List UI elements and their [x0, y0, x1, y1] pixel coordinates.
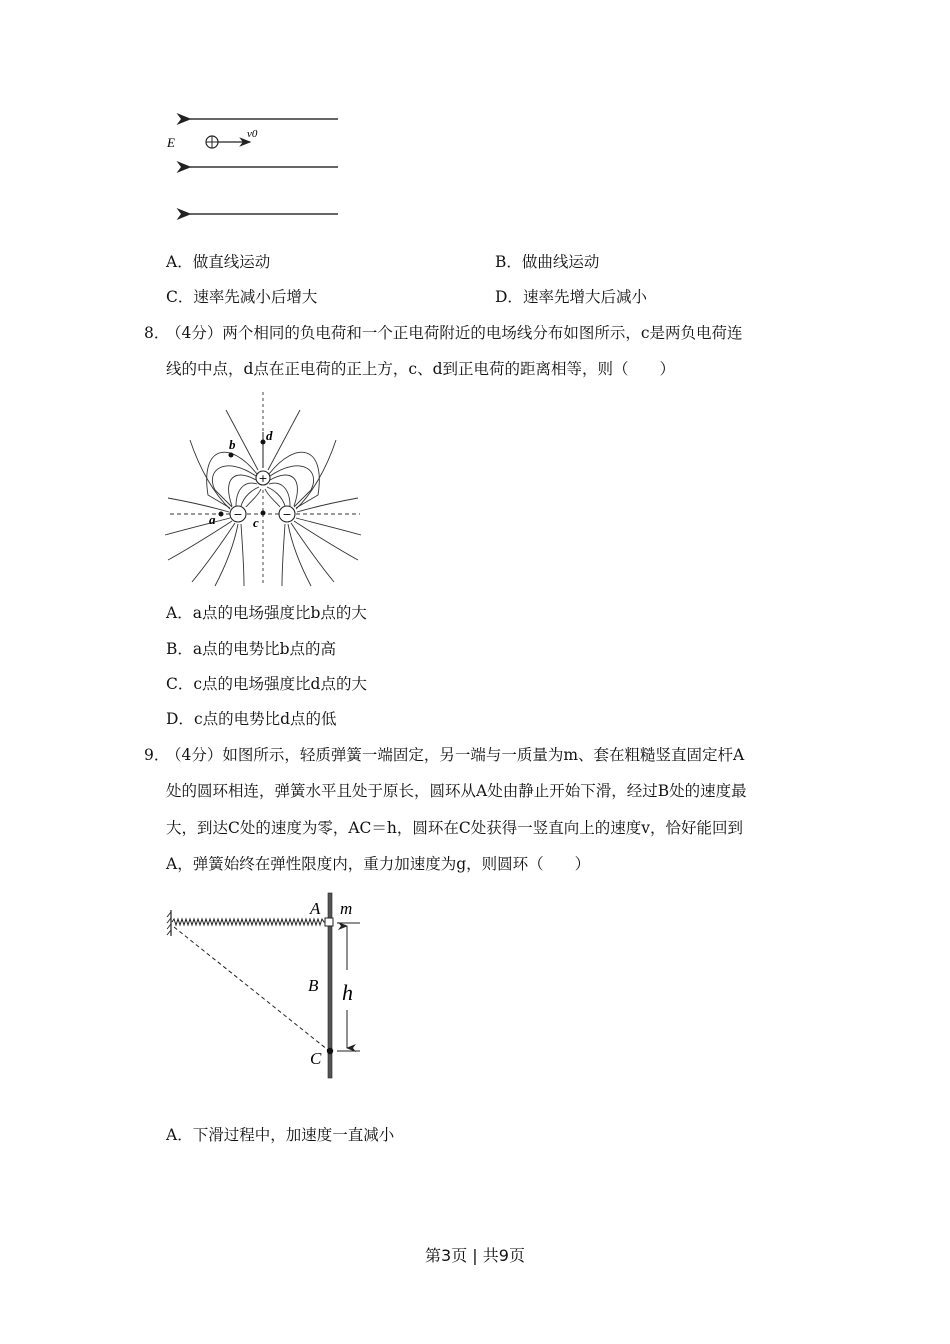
q8-option-b: [166, 639, 336, 659]
q9-stem-line4: A，弹簧始终在弹性限度内，重力加速度为g，则圆环（ ）: [166, 855, 591, 873]
option-text: 速率先增大后减小: [522, 288, 647, 306]
option-text: 做直线运动: [192, 253, 271, 271]
option-text: 做曲线运动: [521, 253, 600, 271]
q9-number: 9．: [144, 746, 170, 764]
q8-stem-line1: （4分）两个相同的负电荷和一个正电荷附近的电场线分布如图所示，c是两负电荷连: [166, 324, 743, 342]
q7-option-b: [495, 252, 599, 272]
label-a: A: [310, 899, 321, 918]
option-text: c点的电势比d点的低: [193, 710, 337, 728]
q9-stem-line1: （4分）如图所示，轻质弹簧一端固定，另一端与一质量为m、套在粗糙竖直固定杆A: [166, 746, 745, 764]
spring: [172, 919, 326, 925]
minus-sign: −: [282, 508, 292, 521]
q8-number: 8．: [144, 324, 170, 342]
label-c: C: [310, 1049, 322, 1068]
point-b-label: b: [229, 437, 236, 452]
option-text: a点的电场强度比b点的大: [192, 604, 367, 622]
option-letter: C．: [166, 675, 194, 693]
option-letter: A．: [166, 604, 193, 622]
label-h: h: [342, 980, 353, 1005]
q7-option-d: [495, 287, 647, 307]
label-b: B: [308, 976, 319, 995]
q8-option-c: [166, 674, 367, 694]
q8-option-d: [166, 709, 337, 729]
q8-field-lines-figure: [160, 390, 370, 590]
q7-option-c: [166, 287, 317, 307]
point-a-label: a: [209, 512, 216, 527]
q8-option-a: [166, 603, 367, 623]
option-letter: D．: [166, 710, 194, 728]
label-m: m: [340, 899, 353, 918]
field-label: E: [167, 135, 175, 150]
option-letter: A．: [166, 253, 193, 271]
q9-spring-rod-figure: [160, 890, 370, 1080]
q8-stem-line2: 线的中点，d点在正电荷的正上方，c、d到正电荷的距离相等，则（ ）: [166, 360, 676, 378]
ring: [325, 918, 333, 926]
option-text: c点的电场强度比d点的大: [193, 675, 367, 693]
point-c-label: c: [253, 515, 259, 530]
q9-option-a: [166, 1125, 394, 1145]
q9-stem-line3: 大，到达C处的速度为零，AC＝h，圆环在C处获得一竖直向上的速度v，恰好能回到: [166, 819, 744, 837]
option-letter: D．: [495, 288, 523, 306]
option-text: 下滑过程中，加速度一直减小: [192, 1126, 395, 1144]
option-letter: A．: [166, 1126, 193, 1144]
page-footer: 第3页 | 共9页: [425, 1246, 525, 1265]
q7-option-a: [166, 252, 270, 272]
option-text: a点的电势比b点的高: [192, 640, 337, 658]
option-text: 速率先减小后增大: [193, 288, 318, 306]
option-letter: B．: [166, 640, 193, 658]
q9-stem-line2: 处的圆环相连，弹簧水平且处于原长，圆环从A处由静止开始下滑，经过B处的速度最: [166, 782, 747, 800]
option-letter: B．: [495, 253, 522, 271]
velocity-label: v0: [247, 128, 258, 140]
point-d-label: d: [266, 428, 273, 443]
q7-electric-field-figure: [0, 0, 950, 250]
minus-sign: −: [233, 508, 243, 521]
option-letter: C．: [166, 288, 194, 306]
plus-sign: +: [258, 472, 268, 485]
